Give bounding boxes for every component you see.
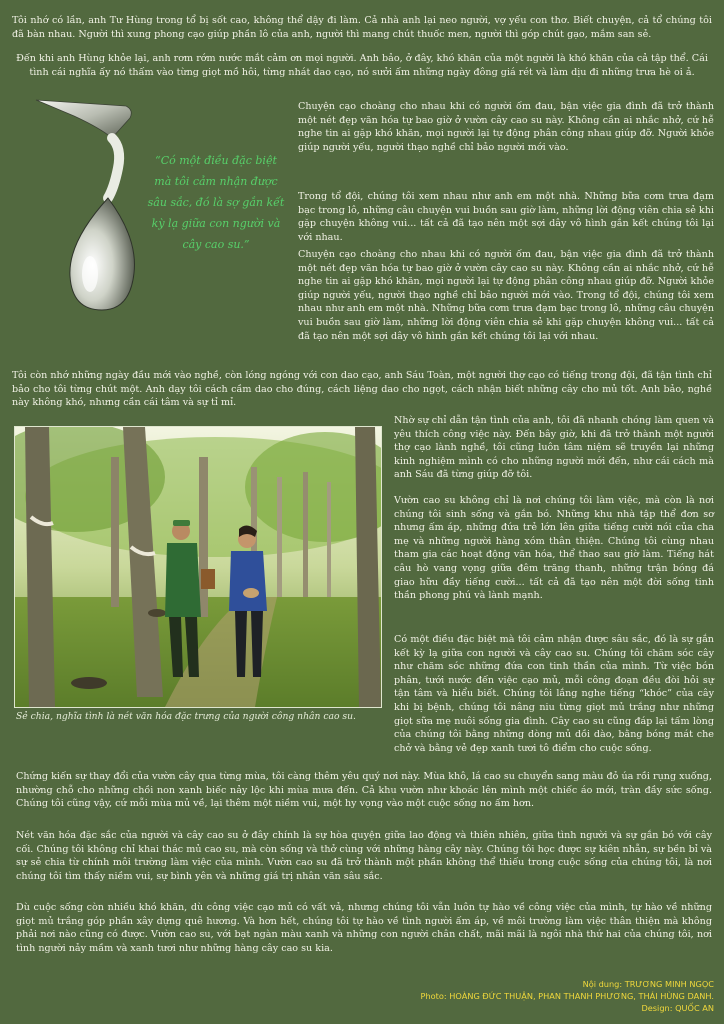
memory-paragraph: Tôi còn nhớ những ngày đầu mới vào nghề, còn lóng ngóng với con dao cạo, anh Sáu Toàn, một người thợ cạo có tiếng trong đội, đã tận tình chỉ bảo cho tôi từng chút một. Anh dạy tôi cách cầm dao cho đúng, cách liệng dao cho ngọt, cách nhận biết những cây cho mủ tốt. Anh bảo, nghề này không khó, nhưng cần cái tâm và sự tỉ mỉ.	[12, 370, 712, 409]
right-column-paragraph-1: Chuyện cạo choàng cho nhau khi có người ốm đau, bận việc gia đình đã trở thành một nét đẹp văn hóa tự bao giờ ở vườn cây cao su này. Không cần ai nhắc nhở, cứ hễ nghe tin ai gặp khó khăn, mọi người lại tự động phân công nhau giúp đỡ. Người khỏe giúp người yếu, người thạo nghề chỉ bảo người mới vào.	[298, 101, 714, 153]
photo-caption: Sẻ chia, nghĩa tình là nét văn hóa đặc trưng của người công nhân cao su.	[16, 711, 356, 722]
credit-design: Design: QUỐC AN	[641, 1003, 714, 1013]
credit-photo: Photo: HOÀNG ĐỨC THUẬN, PHAN THANH PHƯƠNG, THÁI HÙNG DANH.	[420, 991, 714, 1001]
right-column-2-paragraph-3: Có một điều đặc biệt mà tôi cảm nhận được sâu sắc, đó là sự gắn kết kỳ lạ giữa con người và cây cao su. Chúng tôi chăm sóc cây như chăm sóc những đứa con tinh thần của mình. Từ việc bón phân, tưới nước đến việc cạo mủ, mỗi công đoạn đều đòi hỏi sự tận tâm và hiểu biết. Chúng tôi lắng nghe tiếng “khóc” của cây khi bị bệnh, chúng tôi nâng niu từng giọt mủ trắng như những giọt sữa mẹ nuôi sống gia đình. Cây cao su cũng đáp lại tấm lòng của chúng tôi bằng những dòng mủ dồi dào, bằng bóng mát che chở và bằng vẻ đẹp xanh tươi tô điểm cho cuộc sống.	[394, 634, 714, 754]
intro-paragraph-2: Đến khi anh Hùng khỏe lại, anh rơm rớm nước mắt cảm ơn mọi người. Anh bảo, ở đây, khó khăn của một người là khó khăn của cả tập thể. Cái tình cái nghĩa ấy nó thấm vào từng giọt mồ hôi, từng nhát dao cạo, nó sưởi ấm những ngày đông giá rét và làm dịu đi những trưa hè oi ả.	[16, 53, 708, 78]
closing-paragraph-3: Dù cuộc sống còn nhiều khó khăn, dù công việc cạo mủ có vất vả, nhưng chúng tôi vẫn luôn tự hào về công việc của mình, tự hào về những giọt mủ trắng góp phần xây dựng quê hương. Và hơn hết, chúng tôi tự hào về tình người ấm áp, về môi trường làm việc thân thiện mà không phải nơi nào cũng có được. Vườn cao su, với bạt ngàn màu xanh và những con người chân chất, mãi mãi là ngôi nhà thứ hai của chúng tôi, nơi tình người nảy mầm và xanh tươi như những hàng cây cao su kia.	[16, 902, 712, 954]
right-column-paragraph-3: Chuyện cạo choàng cho nhau khi có người ốm đau, bận việc gia đình đã trở thành một nét đẹp văn hóa tự bao giờ ở vườn cây cao su này. Không cần ai nhắc nhở, cứ hễ nghe tin ai gặp khó khăn, mọi người lại tự động phân công nhau giúp đỡ. Người khỏe giúp người yếu, người thạo nghề chỉ bảo người mới vào. Trong tổ đội, chúng tôi xem nhau như anh em một nhà. Những bữa cơm trưa đạm bạc trong lô, những câu chuyện vui buồn sau giờ làm, những lời động viên chia sẻ khi gặp chuyện không vui... tất cả đã tạo nên một sợi dây vô hình gắn kết chúng tôi lại với nhau.	[298, 249, 714, 342]
latex-drop-illustration	[34, 98, 142, 316]
credits-block	[394, 978, 714, 1014]
right-column-2-paragraph-1: Nhờ sự chỉ dẫn tận tình của anh, tôi đã nhanh chóng làm quen và yêu thích công việc này. Đến bây giờ, khi đã trở thành một người thợ cạo lành nghề, tôi cũng luôn tâm niệm sẽ truyền lại những kinh nghiệm mình có cho những người mới đến, như cái cách mà anh Sáu đã từng giúp đỡ tôi.	[394, 415, 714, 481]
right-column-2-paragraph-2: Vườn cao su không chỉ là nơi chúng tôi làm việc, mà còn là nơi chúng tôi sinh sống và gắn bó. Những khu nhà tập thể đơn sơ nhưng ấm áp, những đứa trẻ lớn lên giữa tiếng cười nói của cha mẹ và những người hàng xóm thân thiện. Chúng tôi cùng nhau tham gia các hoạt động văn hóa, thể thao sau giờ làm. Tiếng hát câu hò vang vọng giữa đêm trăng thanh, những trận bóng đá giao hữu đầy tiếng cười... tất cả đã tạo nên một đời sống tinh thần phong phú và lành mạnh.	[394, 495, 714, 602]
closing-paragraph-1: Chứng kiến sự thay đổi của vườn cây qua từng mùa, tôi càng thêm yêu quý nơi này. Mùa khô, lá cao su chuyển sang màu đỏ úa rồi rụng xuống, nhường chỗ cho những chồi non xanh biếc nảy lộc khi mùa mưa đến. Cả khu vườn như khoác lên mình một chiếc áo mới, tràn đầy sức sống. Chúng tôi cũng vậy, cứ mỗi mùa mủ về, lại thêm một niềm vui, một hy vọng vào một cuộc sống no ấm hơn.	[16, 771, 712, 810]
pull-quote: “Có một điều đặc biệt mà tôi cảm nhận được sâu sắc, đó là sợ gắn kết kỳ lạ giữa con người và cây cao su.”	[147, 154, 285, 251]
credit-content: Nội dung: TRƯƠNG MINH NGỌC	[582, 979, 714, 989]
intro-paragraph-1: Tôi nhớ có lần, anh Tư Hùng trong tổ bị sốt cao, không thể dậy đi làm. Cả nhà anh lại neo người, vợ yếu con thơ. Biết chuyện, cả tổ chúng tôi đã bàn nhau. Người thì xung phong cạo giúp phần lô của anh, người thì mang chút thuốc men, người thì góp chút gạo, mắm san sẻ.	[12, 15, 712, 40]
closing-paragraph-2: Nét văn hóa đặc sắc của người và cây cao su ở đây chính là sự hòa quyện giữa lao động và thiên nhiên, giữa tình người và sự gắn bó với cây cối. Chúng tôi không chỉ khai thác mủ cao su, mà còn sống và thở cùng với những hàng cây này. Chúng tôi học được sự kiên nhẫn, sự bền bỉ và sự sẻ chia từ chính môi trường làm việc của mình. Vườn cao su đã trở thành một phần không thể thiếu trong cuộc sống của chúng tôi, là nơi chúng tôi tìm thấy niềm vui, sự bình yên và những giá trị nhân văn sâu sắc.	[16, 830, 712, 882]
right-column-paragraph-2: Trong tổ đội, chúng tôi xem nhau như anh em một nhà. Những bữa cơm trưa đạm bạc trong lô, những câu chuyện vui buồn sau giờ làm, những lời động viên chia sẻ khi gặp chuyện không vui... tất cả đã tạo nên một sợi dây vô hình gắn kết chúng tôi lại với nhau.	[298, 191, 714, 243]
photo-rubber-plantation	[14, 426, 382, 708]
